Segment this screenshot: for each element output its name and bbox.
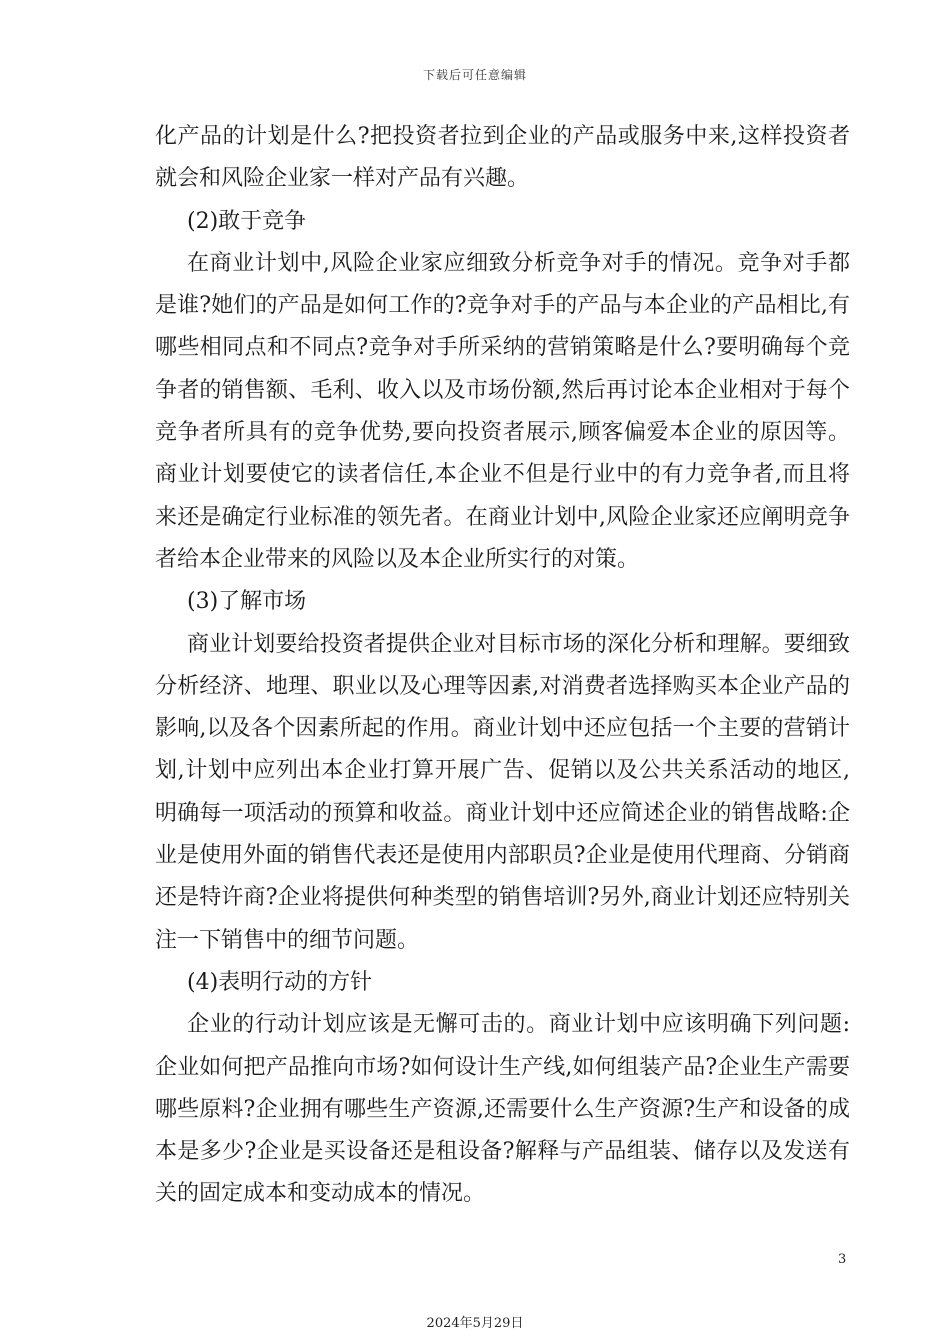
page-number: 3 xyxy=(838,1252,847,1267)
section-paragraph-compete: 在商业计划中,风险企业家应细致分析竞争对手的情况。竞争对手都是谁?她们的产品是如何工作的?竞争对手的产品与本企业的产品相比,有哪些相同点和不同点?竞争对手所采纳的营销策略是什么?要明确每个竞争者的销售额、毛利、收入以及市场份额,然后再讨论本企业相对于每个竞争者所具有的竞争优势,要向投资者展示,顾客偏爱本企业的原因等。商业计划要使它的读者信任,本企业不但是行业中的有力竞争者,而且将来还是确定行业标准的领先者。在商业计划中,风险企业家还应阐明竞争者给本企业带来的风险以及本企业所实行的对策。 xyxy=(155,250,850,572)
continuation-paragraph: 化产品的计划是什么?把投资者拉到企业的产品或服务中来,这样投资者就会和风险企业家一样对产品有兴趣。 xyxy=(155,124,850,192)
section-heading-compete: (2)敢于竞争 xyxy=(187,208,307,234)
page-header: 下载后可任意编辑 xyxy=(422,68,527,82)
section-heading-market: (3)了解市场 xyxy=(187,589,307,615)
section-heading-action: (4)表明行动的方针 xyxy=(187,969,373,995)
page-footer-date: 2024年5月29日 xyxy=(426,1316,524,1331)
document-body xyxy=(155,116,850,1216)
section-paragraph-market: 商业计划要给投资者提供企业对目标市场的深化分析和理解。要细致分析经济、地理、职业以及心理等因素,对消费者选择购买本企业产品的影响,以及各个因素所起的作用。商业计划中还应包括一个主要的营销计划,计划中应列出本企业打算开展广告、促销以及公共关系活动的地区,明确每一项活动的预算和收益。商业计划中还应简述企业的销售战略:企业是使用外面的销售代表还是使用内部职员?企业是使用代理商、分销商还是特许商?企业将提供何种类型的销售培训?另外,商业计划还应特别关注一下销售中的细节问题。 xyxy=(155,631,850,953)
section-paragraph-action: 企业的行动计划应该是无懈可击的。商业计划中应该明确下列问题:企业如何把产品推向市场?如何设计生产线,如何组装产品?企业生产需要哪些原料?企业拥有哪些生产资源,还需要什么生产资源?生产和设备的成本是多少?企业是买设备还是租设备?解释与产品组装、储存以及发送有关的固定成本和变动成本的情况。 xyxy=(155,1012,850,1207)
